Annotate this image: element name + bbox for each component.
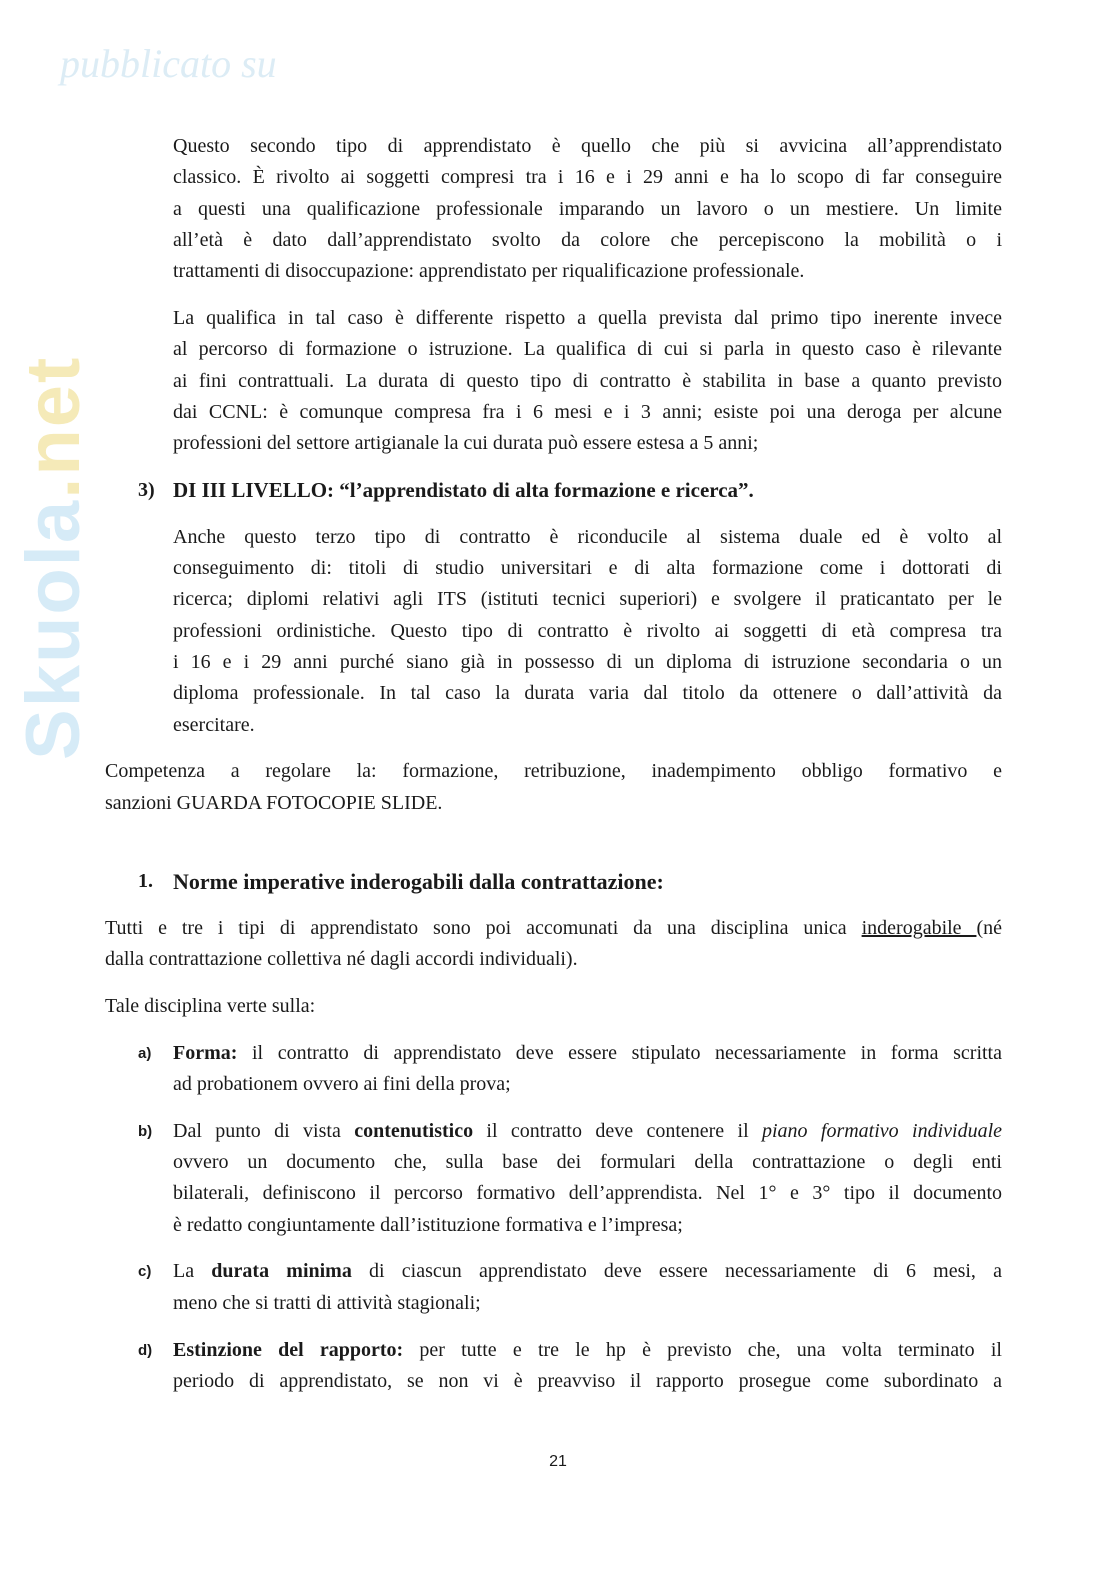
text-line: professioni del settore artigianale la cui durata può essere estesa a 5 anni;: [173, 432, 759, 455]
text-line: ai fini contrattuali. La durata di questo tipo di contratto è stabilita in base a quanto previsto: [173, 369, 1002, 392]
text-line: classico. È rivolto ai soggetti compresi tra i 16 e i 29 anni e ha lo scopo di far conseguire: [173, 166, 1002, 189]
text-line: trattamenti di disoccupazione: apprendistato per riqualificazione professionale.: [173, 260, 805, 283]
text-line: Estinzione del rapporto: per tutte e tre le hp è previsto che, una volta terminato il: [173, 1338, 1002, 1361]
text-line: La qualifica in tal caso è differente rispetto a quella prevista dal primo tipo inerente invece: [173, 306, 1002, 329]
bold-term: durata minima: [211, 1260, 352, 1283]
text-line: sanzioni GUARDA FOTOCOPIE SLIDE.: [105, 791, 443, 814]
paragraph: [0, 522, 1116, 741]
text-line: DI III LIVELLO: “l’apprendistato di alta formazione e ricerca”.: [173, 477, 754, 502]
list-marker: 3): [138, 478, 155, 501]
text-line: ricerca; diplomi relativi agli ITS (istituti tecnici superiori) e svolgere il praticantato per le: [173, 588, 1002, 611]
list-item: [0, 1335, 1116, 1398]
section-heading: [0, 475, 1116, 506]
paragraph: [0, 756, 1116, 819]
text-line: a questi una qualificazione professionale imparando un lavoro o un mestiere. Un limite: [173, 197, 1002, 220]
italic-term: piano formativo individuale: [761, 1119, 1003, 1142]
list-marker: 1.: [138, 869, 153, 892]
bold-term: contenutistico: [354, 1119, 474, 1142]
paragraph: [0, 131, 1116, 287]
text-line: Questo secondo tipo di apprendistato è quello che più si avvicina all’apprendistato: [173, 135, 1002, 157]
text-line: bilaterali, definiscono il percorso formativo dell’apprendista. Nel 1° e 3° tipo il documento: [173, 1182, 1002, 1205]
underlined-term: inderogabile: [861, 916, 977, 939]
text-line: Norme imperative inderogabili dalla contrattazione:: [173, 868, 664, 894]
text-line: dalla contrattazione collettiva né dagli accordi individuali).: [105, 948, 578, 971]
list-marker: d): [138, 1341, 153, 1359]
text-line: diploma professionale. In tal caso la durata varia dal titolo da ottenere o dall’attività da: [173, 682, 1002, 705]
paragraph: [0, 303, 1116, 459]
text-line: al percorso di formazione o istruzione. La qualifica di cui si parla in questo caso è rilevante: [173, 338, 1002, 361]
list-item: [0, 1038, 1116, 1101]
text-line: Competenza a regolare la: formazione, retribuzione, inadempimento obbligo formativo e: [105, 760, 1002, 783]
text-line: periodo di apprendistato, se non vi è preavviso il rapporto prosegue come subordinato a: [173, 1369, 1002, 1392]
text-line: all’età è dato dall’apprendistato svolto da colore che percepiscono la mobilità o i: [173, 228, 1002, 251]
text-line: è redatto congiuntamente dall’istituzione formativa e l’impresa;: [173, 1213, 683, 1236]
list-marker: c): [138, 1263, 152, 1281]
section-heading: [0, 866, 1116, 897]
list-marker: a): [138, 1044, 152, 1062]
text-line: esercitare.: [173, 713, 255, 736]
text-line: professioni ordinistiche. Questo tipo di contratto è rivolto ai soggetti di età compresa tra: [173, 619, 1002, 642]
text-line: ad probationem ovvero ai fini della prova;: [173, 1072, 511, 1095]
text-line: Tale disciplina verte sulla:: [105, 994, 316, 1017]
list-item: [0, 1256, 1116, 1319]
document-body: [0, 131, 1116, 1413]
text-line: i 16 e i 29 anni purché siano già in possesso di un diploma di istruzione secondaria o un: [173, 650, 1002, 673]
watermark-subtext: pubblicato su: [60, 41, 277, 86]
text-line: conseguimento di: titoli di studio universitari e di alta formazione come i dottorati di: [173, 557, 1002, 580]
text-line: ovvero un documento che, sulla base dei formulari della contrattazione o degli enti: [173, 1151, 1002, 1174]
page-number: 21: [549, 1453, 567, 1470]
bold-term: Forma:: [173, 1041, 238, 1064]
text-line: dai CCNL: è comunque compresa fra i 6 mesi e i 3 anni; esiste poi una deroga per alcune: [173, 400, 1002, 423]
bold-term: Estinzione del rapporto:: [173, 1338, 404, 1361]
text-line: Anche questo terzo tipo di contratto è riconducile al sistema duale ed è volto al: [173, 525, 1002, 548]
text-line: Dal punto di vista contenutistico il contratto deve contenere il piano formativo individuale: [173, 1119, 1003, 1142]
paragraph: [0, 913, 1116, 976]
list-item: [0, 1116, 1116, 1241]
list-marker: b): [138, 1122, 153, 1140]
text-line: La durata minima di ciascun apprendistato deve essere necessariamente di 6 mesi, a: [173, 1260, 1002, 1283]
text-line: meno che si tratti di attività stagionali;: [173, 1291, 481, 1314]
text-line: Tutti e tre i tipi di apprendistato sono poi accomunati da una disciplina unica inderogabile (né: [105, 916, 1002, 939]
paragraph: [0, 991, 1116, 1022]
text-line: Forma: il contratto di apprendistato deve essere stipulato necessariamente in forma scritta: [173, 1041, 1002, 1064]
watermark-accent: .net: [11, 355, 96, 499]
watermark-text: Skuola: [11, 498, 96, 760]
